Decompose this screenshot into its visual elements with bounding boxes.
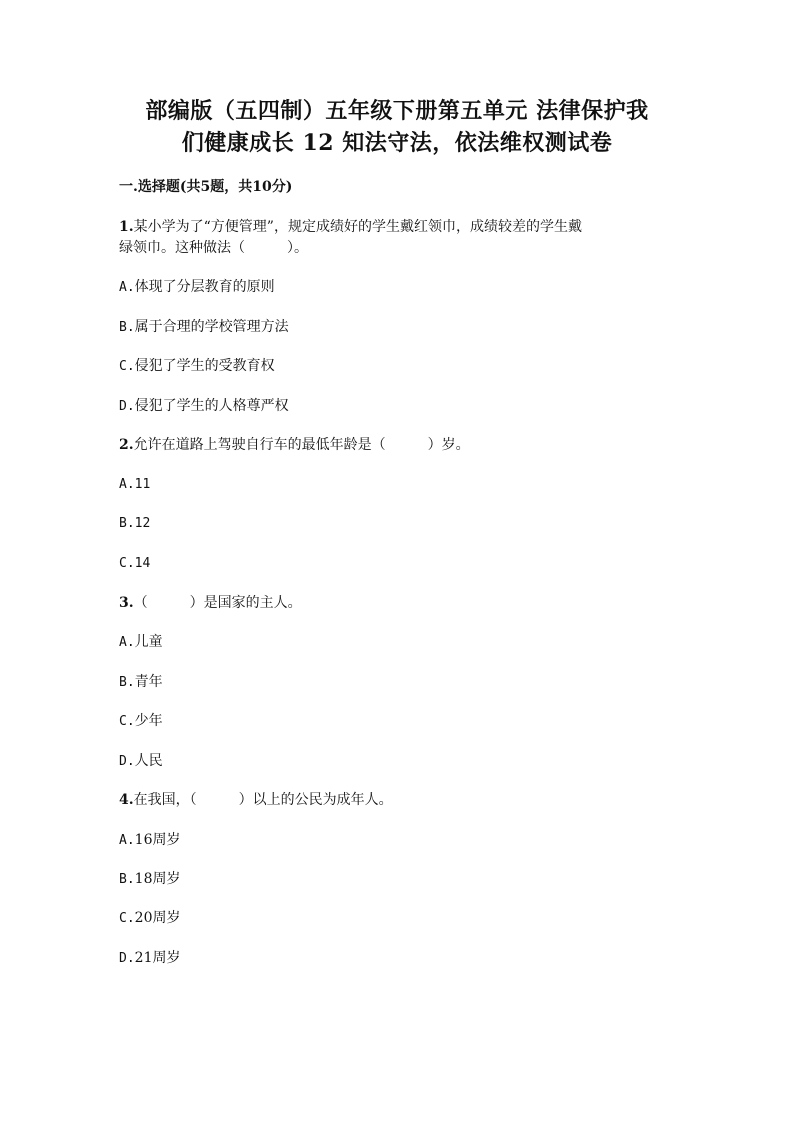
option-letter: C. <box>119 911 135 926</box>
option-letter: C. <box>119 556 135 571</box>
question-1-option-c <box>119 356 275 377</box>
question-1-stem-line-1 <box>119 217 582 237</box>
option-text: 14 <box>134 556 151 571</box>
question-3-option-b <box>119 672 163 693</box>
document-title <box>0 95 794 159</box>
option-text: 16周岁 <box>134 832 181 848</box>
title-line-2: 们健康成长 12 知法守法，依法维权测试卷 <box>181 130 613 156</box>
option-letter: A. <box>119 477 135 492</box>
question-text: 允许在道路上驾驶自行车的最低年龄是（ ）岁。 <box>133 437 470 453</box>
option-letter: C. <box>119 714 135 729</box>
question-2-option-a <box>119 475 150 495</box>
option-text: 属于合理的学校管理方法 <box>134 319 289 335</box>
question-3-option-d <box>119 751 163 772</box>
option-letter: D. <box>119 951 135 966</box>
option-text: 少年 <box>134 713 163 729</box>
option-text: 12 <box>134 516 151 531</box>
option-text: 青年 <box>134 674 163 690</box>
option-text: 20周岁 <box>134 910 181 926</box>
option-letter: B. <box>119 320 135 335</box>
option-text: 侵犯了学生的受教育权 <box>134 358 275 374</box>
option-letter: D. <box>119 399 135 414</box>
option-letter: B. <box>119 516 135 531</box>
question-number: 1. <box>119 219 134 235</box>
question-4-option-b <box>119 869 180 890</box>
option-text: 18周岁 <box>134 871 181 887</box>
question-text: 某小学为了“方便管理”，规定成绩好的学生戴红领巾，成绩较差的学生戴 <box>133 219 582 235</box>
question-2-option-c <box>119 554 150 574</box>
question-3-stem <box>119 593 302 613</box>
question-2-option-b <box>119 514 150 534</box>
question-3-option-a <box>119 632 163 653</box>
option-letter: A. <box>119 280 135 295</box>
option-letter: B. <box>119 872 135 887</box>
question-1-option-a <box>119 277 275 298</box>
question-4-option-d <box>119 948 180 969</box>
question-4-option-c <box>119 908 180 929</box>
option-text: 21周岁 <box>134 950 181 966</box>
option-letter: C. <box>119 359 135 374</box>
option-letter: A. <box>119 833 135 848</box>
option-text: 体现了分层教育的原则 <box>134 279 275 295</box>
question-number: 4. <box>119 792 134 808</box>
question-4-stem <box>119 790 393 810</box>
option-text: 11 <box>134 477 151 492</box>
option-text: 侵犯了学生的人格尊严权 <box>134 398 289 414</box>
question-4-option-a <box>119 830 180 851</box>
question-1-stem-line-2: 绿领巾。这种做法（ ）。 <box>119 240 308 256</box>
question-2-stem <box>119 435 470 455</box>
option-letter: D. <box>119 754 135 769</box>
option-letter: A. <box>119 635 135 650</box>
question-text: （ ）是国家的主人。 <box>133 595 302 611</box>
question-text: 在我国，（ ）以上的公民为成年人。 <box>133 792 393 808</box>
question-number: 3. <box>119 595 134 611</box>
question-3-option-c <box>119 711 163 732</box>
option-text: 儿童 <box>134 634 163 650</box>
section-header: 一.选择题(共5题，共10分) <box>119 179 293 195</box>
question-number: 2. <box>119 437 134 453</box>
option-text: 人民 <box>134 753 163 769</box>
question-1-option-d <box>119 396 289 417</box>
title-line-1: 部编版（五四制）五年级下册第五单元 法律保护我 <box>145 98 649 124</box>
option-letter: B. <box>119 675 135 690</box>
question-1-option-b <box>119 317 289 338</box>
